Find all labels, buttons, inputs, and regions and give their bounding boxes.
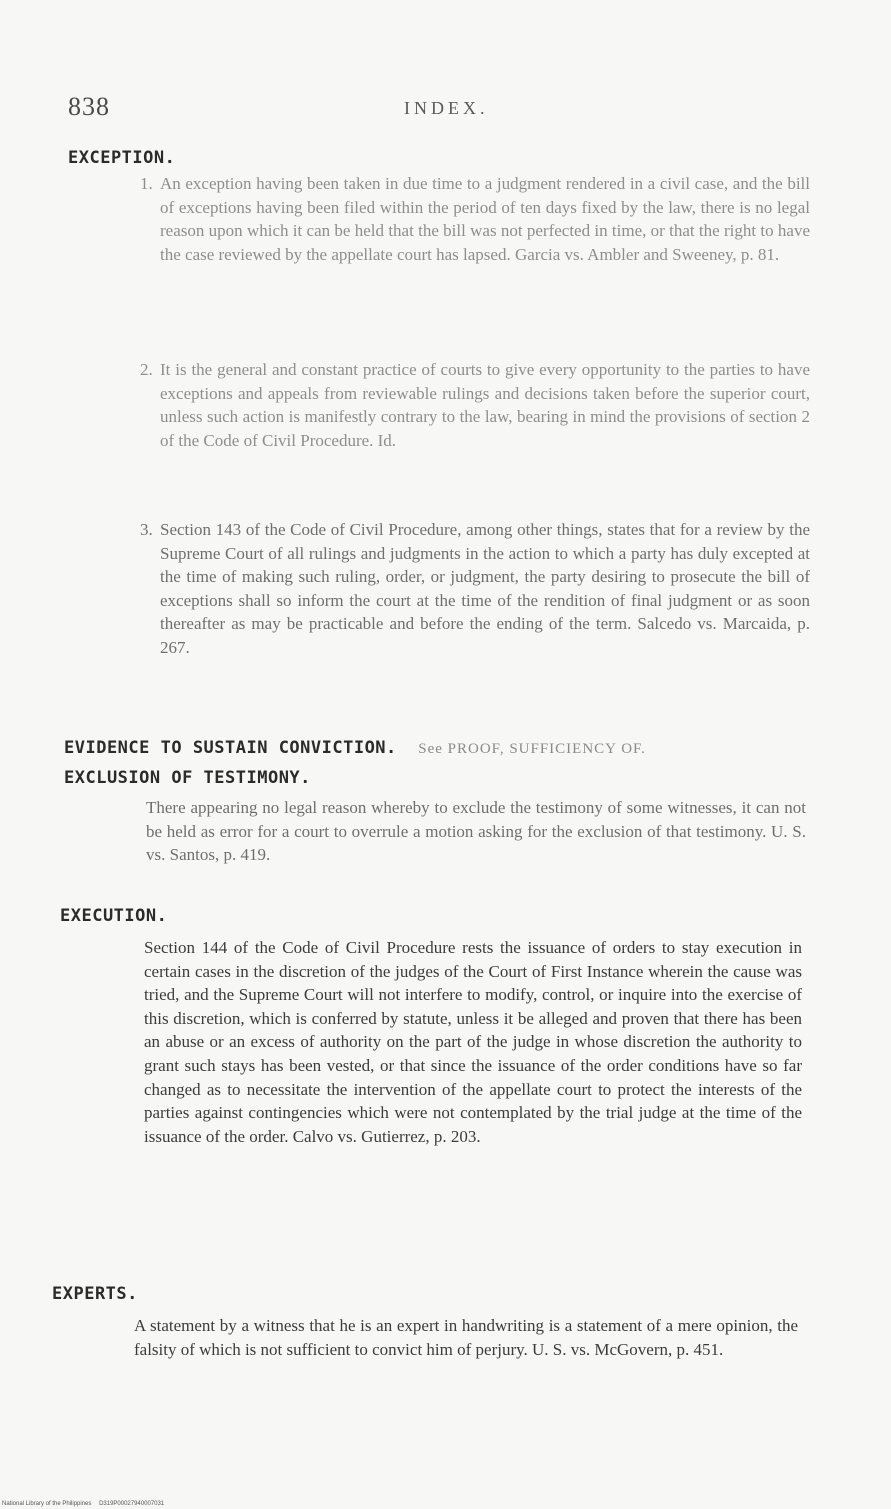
heading-experts: EXPERTS. <box>52 1284 138 1304</box>
item-text: An exception having been taken in due time to a judgment rendered in a civil case, and the bill of exceptions having been filed within the period of ten days fixed by the law, there is no legal reason upon which it can be held that the bill was not perfected in time, or that the right to have the case reviewed by the appellate court has lapsed. Garcia vs. Ambler and Sweeney, p. 81. <box>160 174 810 264</box>
item-text: Section 143 of the Code of Civil Procedure, among other things, states that for a review by the Supreme Court of all rulings and judgments in the action to which a party has duly excepted at the time of making such ruling, order, or judgment, the party desiring to prosecute the bill of exceptions shall so inform the court at the time of the rendition of final judgment or as soon thereafter as may be practicable and before the ending of the term. Salcedo vs. Marcaida, p. 267. <box>160 520 810 657</box>
heading-exception: EXCEPTION. <box>68 148 176 168</box>
exclusion-entry: There appearing no legal reason whereby to exclude the testimony of some witnesses, it can not be held as error for a court to overrule a motion asking for the exclusion of that testimony. U. S. vs. Santos, p. 419. <box>146 798 806 865</box>
scan-footer <box>2 1501 164 1507</box>
item-number: 1. <box>140 174 153 193</box>
exception-item-2 <box>140 358 810 452</box>
item-number: 3. <box>140 520 153 539</box>
execution-entry: Section 144 of the Code of Civil Procedure rests the issuance of orders to stay execution in certain cases in the discretion of the judges of the Court of First Instance wherein the cause was tried, and the Supreme Court will not interfere to modify, control, or inquire into the exercise of this discretion, which is conferred by statute, unless it be alleged and proven that there has been an abuse or an excess of authority on the part of the judge in whose discretion the authority to grant such stays has been vested, or that since the issuance of the order conditions have so far changed as to necessitate the intervention of the appellate court to protect the interests of the parties against contingencies which were not contemplated by the trial judge at the time of the issuance of the order. Calvo vs. Gutierrez, p. 203. <box>144 938 802 1146</box>
cross-reference: See PROOF, SUFFICIENCY OF. <box>418 741 646 757</box>
item-number: 2. <box>140 360 153 379</box>
page-number: 838 <box>68 92 110 121</box>
page-header <box>0 92 891 122</box>
exception-item-3 <box>140 518 810 660</box>
item-text: It is the general and constant practice of courts to give every opportunity to the parties to have exceptions and appeals from reviewable rulings and decisions taken before the superior court, unless such action is manifestly contrary to the law, bearing in mind the provisions of section 2 of the Code of Civil Procedure. Id. <box>160 360 810 450</box>
experts-entry: A statement by a witness that he is an expert in handwriting is a statement of a mere opinion, the falsity of which is not sufficient to convict him of perjury. U. S. vs. McGovern, p. 451. <box>134 1316 798 1359</box>
heading-evidence-title: EVIDENCE TO SUSTAIN CONVICTION. <box>64 738 397 758</box>
heading-exclusion: EXCLUSION OF TESTIMONY. <box>64 768 311 788</box>
heading-execution: EXECUTION. <box>60 906 168 926</box>
heading-evidence <box>64 738 646 758</box>
footer-library: National Library of the Philippines <box>2 1501 92 1507</box>
footer-code: D319P00027940007031 <box>99 1501 165 1507</box>
exception-item-1 <box>140 172 810 266</box>
running-head: INDEX. <box>404 98 489 118</box>
